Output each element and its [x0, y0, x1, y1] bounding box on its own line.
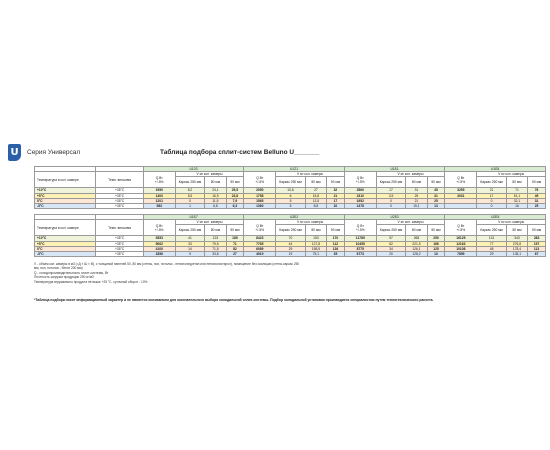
- volume-50-cell: 31: [427, 193, 445, 198]
- volume-50-cell: 166: [427, 241, 445, 246]
- q-label: Q Вт: [356, 175, 364, 180]
- capacity-cell: 2310: [344, 193, 376, 198]
- q-header: [244, 172, 276, 188]
- capacity-cell: 5062: [143, 241, 175, 246]
- volume-80-cell: 153: [305, 236, 326, 241]
- note-line: мм, пол, потолок - бетон 200 мм): [34, 266, 83, 271]
- capacity-cell: [445, 204, 477, 209]
- volume-80-cell: 21: [406, 198, 427, 203]
- volume-50-cell: 23,8: [226, 193, 244, 198]
- volume-80-cell: 343: [506, 236, 527, 241]
- volume-80-cell: 6,8: [205, 204, 226, 209]
- volume-50-cell: 6,3: [226, 204, 244, 209]
- outside-temp-cell: +35°C: [96, 246, 143, 251]
- volume-50-cell: 82: [226, 246, 244, 251]
- volume-karkas-cell: 48: [477, 246, 507, 251]
- outside-temp-cell: +35°C: [96, 252, 143, 257]
- volume-karkas-cell: 9: [175, 252, 205, 257]
- q-tolerance: +/-5%: [154, 227, 164, 232]
- volume-80-cell: 15,1: [406, 204, 427, 209]
- volume-karkas-cell: 41: [175, 236, 205, 241]
- disclaimer: *Таблица подбора носит информационный характер и не является основанием для окончательного выбора холодильной сплит-системы. Подбор холодильной установки производится специалистом путем теплотехнического расчета.: [34, 298, 434, 302]
- capacity-cell: 1758: [244, 193, 276, 198]
- volume-80-cell: 33,8: [205, 252, 226, 257]
- capacity-cell: 2050: [244, 188, 276, 193]
- chamber-temp-cell: +5°C: [35, 193, 96, 198]
- chamber-temp-cell: -5°C: [35, 204, 96, 209]
- volume-karkas-cell: 5: [276, 198, 306, 203]
- karkas-header: Каркас 250 мм: [276, 225, 306, 236]
- volume-karkas-cell: 33: [175, 241, 205, 246]
- karkas-header: Каркас 250 мм: [376, 225, 406, 236]
- note-line: Плотность загрузки продукции 250 кг/м3: [34, 275, 94, 280]
- volume-80-cell: 25: [406, 193, 427, 198]
- volume-80-cell: 268: [406, 236, 427, 241]
- panel-50-header: 50 мм: [427, 225, 445, 236]
- note-line: V - объем кол. камеры в м3 (=Д × Ш × В), с толщиной панелей 50, 80 мм (стены, пол, потолок - пенополиуретан или пенополистирол), помещение без изоляции (стены каркас 250: [34, 262, 300, 266]
- q-label: Q Вт: [256, 223, 264, 228]
- volume-header: V м³ кол. камеры: [477, 220, 546, 225]
- volume-80-cell: 8,8: [305, 204, 326, 209]
- volume-karkas-cell: 17: [477, 193, 507, 198]
- volume-50-cell: 112: [327, 241, 345, 246]
- volume-50-cell: 7,9: [226, 198, 244, 203]
- q-header: [344, 172, 376, 188]
- volume-karkas-cell: 20: [376, 252, 406, 257]
- volume-karkas-cell: 1: [175, 204, 205, 209]
- table-row: [35, 252, 546, 257]
- volume-80-cell: 178,4: [506, 246, 527, 251]
- volume-80-cell: 24,1: [205, 188, 226, 193]
- outside-temp-cell: +35°C: [96, 236, 143, 241]
- volume-50-cell: 25: [427, 198, 445, 203]
- volume-50-cell: 126: [327, 246, 345, 251]
- table-body: [35, 236, 546, 257]
- volume-50-cell: 170: [327, 236, 345, 241]
- capacity-cell: 4100: [143, 246, 175, 251]
- chamber-temp-cell: +5°C: [35, 241, 96, 246]
- panel-80-header: 80 мм: [506, 225, 527, 236]
- volume-50-cell: 35: [327, 252, 345, 257]
- volume-karkas-cell: 0: [477, 198, 507, 203]
- capacity-cell: 1952: [344, 198, 376, 203]
- volume-karkas-cell: 10,6: [276, 188, 306, 193]
- brand-block: [8, 144, 80, 161]
- chamber-temp-cell: -5°C: [35, 252, 96, 257]
- volume-50-cell: 67: [528, 252, 546, 257]
- capacity-cell: 6089: [244, 246, 276, 251]
- volume-header: V м³ кол. камеры: [175, 220, 244, 225]
- q-header: [344, 220, 376, 236]
- volume-karkas-cell: 0: [376, 198, 406, 203]
- q-label: Q Вт: [155, 223, 163, 228]
- panel-80-header: 80 мм: [305, 225, 326, 236]
- outside-temp-cell: +35°C: [96, 198, 143, 203]
- capacity-cell: 8775: [344, 246, 376, 251]
- volume-80-cell: 13,5: [305, 198, 326, 203]
- panel-80-header: 80 мм: [205, 177, 226, 188]
- volume-50-cell: 113: [528, 246, 546, 251]
- volume-50-cell: 76: [528, 188, 546, 193]
- capacity-cell: 983: [143, 204, 175, 209]
- q-label: Q Вт: [457, 175, 465, 180]
- model-header: U1Б5: [445, 167, 546, 172]
- volume-karkas-cell: 131: [477, 236, 507, 241]
- volume-80-cell: 135,1: [506, 252, 527, 257]
- q-header: [445, 220, 477, 236]
- model-header: U1Б1: [344, 167, 445, 172]
- capacity-cell: 12163: [445, 241, 477, 246]
- capacity-cell: 10455: [344, 241, 376, 246]
- volume-80-cell: 75,1: [305, 252, 326, 257]
- temp-chamber-header: Температура в кол. камере: [35, 172, 96, 188]
- volume-header: V м³ кол. камеры: [376, 220, 445, 225]
- volume-80-cell: 126,1: [406, 246, 427, 251]
- note-line: Температура вгружаемого продукта не выше +25 °C, суточный оборот - 10%: [34, 279, 148, 284]
- volume-karkas-cell: 0: [175, 198, 205, 203]
- panel-50-header: 50 мм: [528, 177, 546, 188]
- volume-header: V м³ кол. камеры: [477, 172, 546, 177]
- capacity-cell: 1478: [344, 204, 376, 209]
- q-tolerance: +/-5%: [355, 227, 365, 232]
- capacity-cell: 1565: [244, 198, 276, 203]
- volume-80-cell: 16: [506, 204, 527, 209]
- panel-50-header: 50 мм: [327, 177, 345, 188]
- volume-50-cell: 10: [327, 204, 345, 209]
- volume-50-cell: 29,5: [226, 188, 244, 193]
- page-title: Таблица подбора сплит-систем Belluno U_______: [160, 149, 320, 156]
- volume-50-cell: 32: [327, 188, 345, 193]
- panel-80-header: 80 мм: [205, 225, 226, 236]
- chamber-temp-cell: 0°C: [35, 198, 96, 203]
- q-header: [445, 172, 477, 188]
- volume-50-cell: 27: [226, 252, 244, 257]
- q-tolerance: +/-5%: [456, 179, 466, 184]
- panel-50-header: 50 мм: [226, 225, 244, 236]
- table-body: [35, 188, 546, 209]
- q-tolerance: +/-5%: [255, 227, 265, 232]
- volume-header: V м³ кол. камеры: [175, 172, 244, 177]
- volume-karkas-cell: 19: [276, 252, 306, 257]
- volume-50-cell: 185: [226, 236, 244, 241]
- volume-karkas-cell: 29: [477, 252, 507, 257]
- volume-50-cell: 10: [427, 252, 445, 257]
- volume-50-cell: 25: [528, 204, 546, 209]
- volume-80-cell: 79,5: [205, 241, 226, 246]
- model-header: U1ЗЗ: [143, 167, 244, 172]
- q-label: Q Вт: [155, 175, 163, 180]
- capacity-cell: 1360: [244, 204, 276, 209]
- volume-80-cell: 32,1: [506, 198, 527, 203]
- capacity-cell: 16125: [445, 236, 477, 241]
- volume-80-cell: 128,2: [406, 252, 427, 257]
- volume-80-cell: 127,8: [305, 241, 326, 246]
- karkas-header: Каркас 250 мм: [175, 225, 205, 236]
- capacity-cell: 1201: [143, 198, 175, 203]
- volume-80-cell: 71: [506, 188, 527, 193]
- temp-outside-header: Темп. внешняя: [96, 172, 143, 188]
- capacity-cell: 5353: [143, 236, 175, 241]
- q-label: Q Вт: [457, 223, 465, 228]
- chamber-temp-cell: 0°C: [35, 246, 96, 251]
- volume-50-cell: 71: [226, 241, 244, 246]
- capacity-cell: 3255: [445, 188, 477, 193]
- capacity-cell: 10108: [445, 246, 477, 251]
- volume-karkas-cell: 77: [477, 241, 507, 246]
- capacity-cell: 3031: [445, 193, 477, 198]
- volume-50-cell: 17: [327, 198, 345, 203]
- panel-80-header: 80 мм: [406, 177, 427, 188]
- volume-80-cell: 158,5: [305, 246, 326, 251]
- volume-50-cell: 125: [427, 246, 445, 251]
- volume-50-cell: 21: [327, 193, 345, 198]
- outside-temp-cell: +35°C: [96, 241, 143, 246]
- temp-outside-header: Темп. внешняя: [96, 220, 143, 236]
- q-label: Q Вт: [256, 175, 264, 180]
- panel-80-header: 80 мм: [406, 225, 427, 236]
- capacity-cell: 7859: [445, 252, 477, 257]
- panel-50-header: 50 мм: [427, 177, 445, 188]
- volume-karkas-cell: 34: [376, 246, 406, 251]
- model-header: U2Б3: [344, 215, 445, 220]
- model-header: U2Б5: [445, 215, 546, 220]
- temp-chamber-header: Температура в кол. камере: [35, 220, 96, 236]
- volume-karkas-cell: 14: [175, 246, 205, 251]
- capacity-cell: 2560: [344, 188, 376, 193]
- volume-50-cell: 49: [528, 193, 546, 198]
- karkas-header: Каркас 250 мм: [276, 177, 306, 188]
- volume-karkas-cell: 6: [276, 193, 306, 198]
- volume-50-cell: 283: [528, 236, 546, 241]
- capacity-cell: 1950: [143, 188, 175, 193]
- model-header: U1Б7: [143, 215, 244, 220]
- volume-80-cell: 123: [205, 236, 226, 241]
- volume-50-cell: 13: [427, 204, 445, 209]
- panel-50-header: 50 мм: [327, 225, 345, 236]
- volume-header: V м³ кол. камеры: [276, 220, 345, 225]
- volume-karkas-cell: 70: [276, 236, 306, 241]
- capacity-cell: 4919: [244, 252, 276, 257]
- selection-table-1: [34, 166, 546, 209]
- volume-karkas-cell: 5,5: [175, 193, 205, 198]
- volume-karkas-cell: 8,2: [175, 188, 205, 193]
- volume-karkas-cell: 5: [276, 204, 306, 209]
- volume-80-cell: 16,9: [205, 193, 226, 198]
- volume-80-cell: 71,5: [205, 246, 226, 251]
- volume-karkas-cell: 3,5: [376, 193, 406, 198]
- outside-temp-cell: +35°C: [96, 204, 143, 209]
- karkas-header: Каркас 250 мм: [175, 177, 205, 188]
- panel-80-header: 80 мм: [305, 177, 326, 188]
- karkas-header: Каркас 250 мм: [376, 177, 406, 188]
- volume-karkas-cell: 44: [276, 241, 306, 246]
- model-header: U1Z1: [244, 167, 345, 172]
- capacity-cell: 1400: [143, 193, 175, 198]
- volume-karkas-cell: 62: [376, 241, 406, 246]
- volume-80-cell: 51,1: [506, 193, 527, 198]
- q-tolerance: +/-5%: [456, 227, 466, 232]
- panel-50-header: 50 мм: [528, 225, 546, 236]
- panel-50-header: 50 мм: [226, 177, 244, 188]
- volume-karkas-cell: 97: [376, 236, 406, 241]
- capacity-cell: 8423: [244, 236, 276, 241]
- note-line: Q - холодопроизводительность сплит-системы, Вт: [34, 270, 109, 275]
- volume-80-cell: 27: [305, 188, 326, 193]
- volume-80-cell: 15,8: [305, 193, 326, 198]
- volume-header: V м³ кол. камеры: [276, 172, 345, 177]
- volume-header: V м³ кол. камеры: [376, 172, 445, 177]
- q-label: Q Вт: [356, 223, 364, 228]
- table-row: [35, 204, 546, 209]
- q-tolerance: +/-5%: [154, 179, 164, 184]
- capacity-cell: 11789: [344, 236, 376, 241]
- q-tolerance: +/-5%: [255, 179, 265, 184]
- karkas-header: Каркас 250 мм: [477, 177, 507, 188]
- capacity-cell: 7765: [244, 241, 276, 246]
- panel-80-header: 80 мм: [506, 177, 527, 188]
- q-header: [244, 220, 276, 236]
- outside-temp-cell: +35°C: [96, 188, 143, 193]
- capacity-cell: 3356: [143, 252, 175, 257]
- q-header: [143, 172, 175, 188]
- karkas-header: Каркас 250 мм: [477, 225, 507, 236]
- outside-temp-cell: +35°C: [96, 193, 143, 198]
- volume-80-cell: 11,5: [205, 198, 226, 203]
- volume-80-cell: 221,5: [406, 241, 427, 246]
- volume-80-cell: 31: [406, 188, 427, 193]
- volume-karkas-cell: 0: [376, 204, 406, 209]
- notes-block: [34, 262, 544, 284]
- volume-80-cell: 276,8: [506, 241, 527, 246]
- brand-logo-icon: U: [8, 144, 21, 161]
- series-name: Серия Универсал: [27, 149, 81, 156]
- volume-karkas-cell: 29: [276, 246, 306, 251]
- volume-50-cell: 45: [427, 188, 445, 193]
- volume-karkas-cell: 21: [477, 188, 507, 193]
- chamber-temp-cell: +10°C: [35, 236, 96, 241]
- q-tolerance: +/-5%: [355, 179, 365, 184]
- capacity-cell: 6773: [344, 252, 376, 257]
- chamber-temp-cell: +10°C: [35, 188, 96, 193]
- volume-karkas-cell: 0: [477, 204, 507, 209]
- volume-50-cell: 197: [528, 241, 546, 246]
- q-header: [143, 220, 175, 236]
- volume-50-cell: 250: [427, 236, 445, 241]
- volume-50-cell: 31: [528, 198, 546, 203]
- selection-table-2: [34, 214, 546, 257]
- volume-karkas-cell: 17: [376, 188, 406, 193]
- model-header: U2Б2: [244, 215, 345, 220]
